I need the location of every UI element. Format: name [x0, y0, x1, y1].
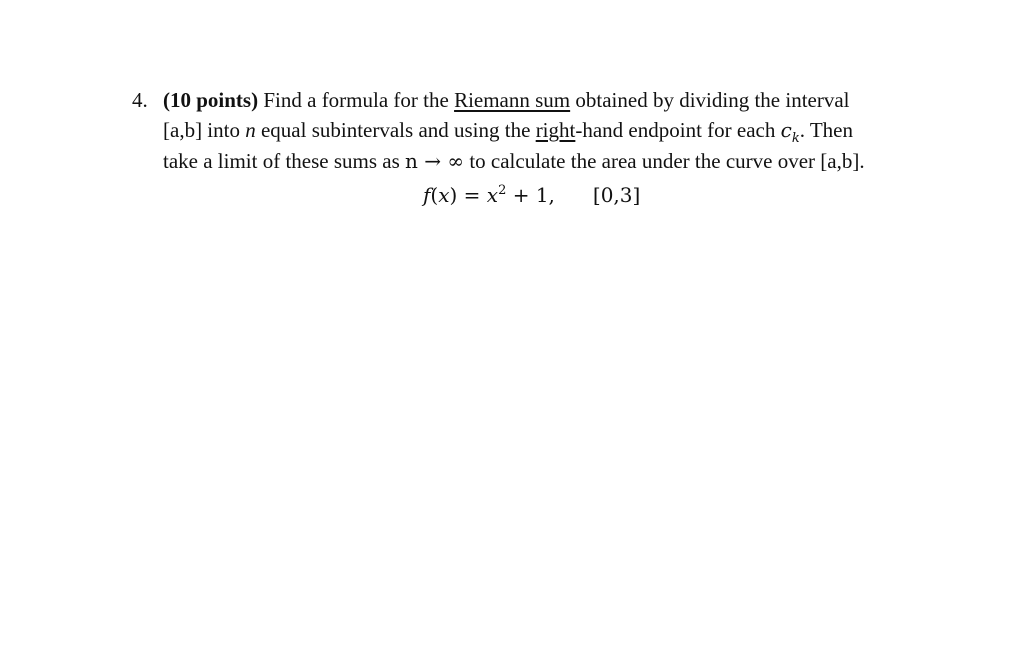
text-segment: -hand endpoint for each: [575, 118, 776, 142]
formula-paren-open: (: [430, 183, 439, 207]
formula-x-squared-base: x: [486, 183, 499, 207]
text-segment: take a limit of these sums as: [163, 149, 400, 173]
formula-variable-x: x: [438, 183, 450, 207]
points-label: (10 points): [163, 88, 259, 112]
subscript-k: k: [791, 131, 800, 146]
text-segment: obtained by dividing the interval: [575, 88, 850, 112]
problem-number: 4.: [132, 88, 148, 112]
text-segment: . Then: [799, 118, 853, 142]
formula-interval: [0,3]: [592, 183, 641, 207]
formula-constant: + 1,: [506, 183, 555, 207]
text-segment: [a,b] into: [163, 118, 240, 142]
function-formula: [423, 180, 640, 210]
text-segment: equal subintervals and using the: [260, 118, 531, 142]
problem-line-3: [163, 146, 865, 176]
formula-exponent: 2: [498, 183, 507, 198]
function-name: f: [423, 183, 431, 207]
variable-n: n: [245, 118, 256, 142]
text-segment: Find a formula for the: [263, 88, 449, 112]
text-segment: to calculate the area under the curve over [a,b].: [469, 149, 865, 173]
limit-expression: n → ∞: [405, 149, 465, 173]
variable-c-k: [780, 118, 800, 146]
problem-line-1: [132, 85, 850, 115]
right-term: right: [535, 118, 576, 142]
formula-equals: ) =: [449, 183, 487, 207]
riemann-sum-term: Riemann sum: [454, 88, 571, 112]
variable-c: c: [780, 118, 792, 142]
